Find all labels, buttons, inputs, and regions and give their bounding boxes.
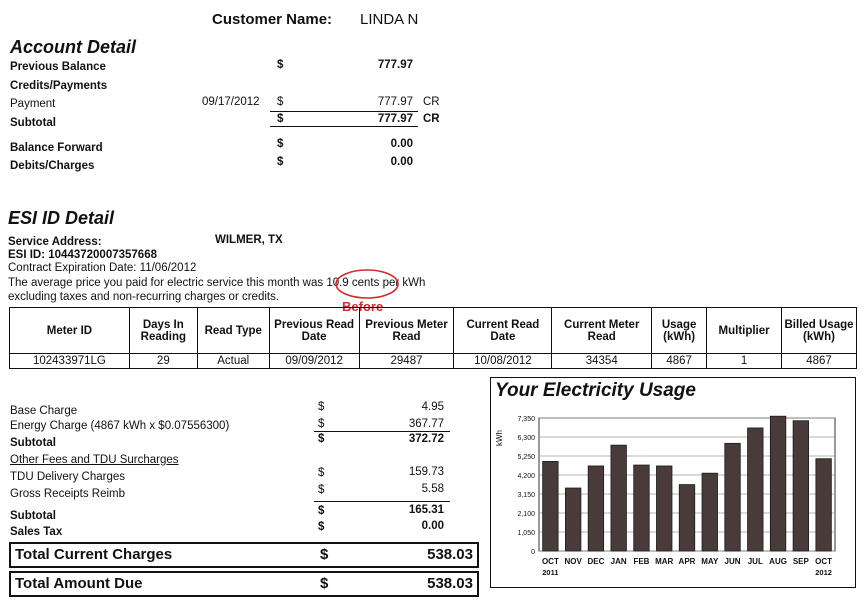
cell-meter-id: 102433971LG bbox=[10, 354, 130, 369]
previous-balance-label: Previous Balance bbox=[10, 61, 106, 73]
x-tick-label: OCT bbox=[541, 557, 559, 566]
cell-billed-usage: 4867 bbox=[782, 354, 857, 369]
average-price-line-2: excluding taxes and non-recurring charges or credits. bbox=[8, 291, 280, 303]
account-detail-title: Account Detail bbox=[10, 37, 137, 57]
base-charge-label: Base Charge bbox=[10, 405, 78, 417]
x-tick-label: MAY bbox=[701, 557, 719, 566]
sales-tax-dollar: $ bbox=[318, 521, 325, 533]
meter-data-row bbox=[10, 354, 857, 369]
average-price-text-pre: The average price you paid for electric service this month was bbox=[8, 277, 327, 289]
header-billed-usage: Billed Usage (kWh) bbox=[782, 308, 857, 354]
cell-read-type: Actual bbox=[197, 354, 269, 369]
cell-current-read-date: 10/08/2012 bbox=[454, 354, 552, 369]
cell-days-in-reading: 29 bbox=[129, 354, 197, 369]
total-amount-due-label: Total Amount Due bbox=[15, 575, 143, 592]
tdu-delivery-label: TDU Delivery Charges bbox=[10, 471, 126, 483]
usage-bar bbox=[748, 428, 763, 551]
usage-bar bbox=[702, 473, 717, 551]
total-amount-due-box bbox=[9, 571, 479, 597]
sales-tax-amount: 0.00 bbox=[421, 520, 444, 532]
meter-table bbox=[9, 307, 857, 369]
customer-name-label: Customer Name: bbox=[212, 11, 333, 28]
debits-charges-label: Debits/Charges bbox=[10, 160, 95, 172]
cell-previous-meter-read: 29487 bbox=[359, 354, 454, 369]
year-start-label: 2011 bbox=[542, 568, 559, 577]
x-tick-label: JUN bbox=[724, 557, 741, 566]
balance-forward-label: Balance Forward bbox=[10, 142, 103, 154]
header-usage: Usage (kWh) bbox=[652, 308, 707, 354]
service-address-label: Service Address: bbox=[8, 236, 102, 248]
cell-previous-read-date: 09/09/2012 bbox=[269, 354, 359, 369]
x-tick-label: JAN bbox=[610, 557, 627, 566]
usage-bar bbox=[656, 466, 671, 551]
usage-bar bbox=[816, 459, 831, 551]
y-tick-label: 6,300 bbox=[517, 435, 535, 442]
x-tick-label: OCT bbox=[815, 557, 833, 566]
x-tick-label: FEB bbox=[633, 557, 650, 566]
esi-id: ESI ID: 10443720007357668 bbox=[8, 249, 157, 261]
usage-bar bbox=[611, 445, 626, 551]
charges-subtotal-rule bbox=[314, 431, 450, 432]
tdu-delivery-amount: 159.73 bbox=[408, 466, 444, 478]
subtotal-rule-top bbox=[270, 111, 418, 112]
gross-receipts-amount: 5.58 bbox=[421, 483, 444, 495]
before-annotation: Before bbox=[342, 299, 384, 314]
header-previous-meter-read: Previous Meter Read bbox=[359, 308, 454, 354]
usage-bar bbox=[634, 465, 649, 551]
payment-label: Payment bbox=[10, 98, 56, 110]
charges-subtotal-dollar: $ bbox=[318, 433, 325, 445]
charges-subtotal-label: Subtotal bbox=[10, 437, 56, 449]
total-current-charges-dollar: $ bbox=[320, 546, 329, 563]
energy-charge-label: Energy Charge (4867 kWh x $0.07556300) bbox=[10, 420, 230, 432]
base-charge-dollar: $ bbox=[318, 401, 325, 413]
average-price-value: 10.9 cents bbox=[326, 277, 380, 289]
total-current-charges-amount: 538.03 bbox=[427, 546, 473, 563]
usage-bar bbox=[770, 416, 785, 551]
payment-dollar: $ bbox=[277, 96, 284, 108]
payment-cr: CR bbox=[423, 96, 440, 108]
base-charge-amount: 4.95 bbox=[421, 401, 444, 413]
usage-bar bbox=[725, 443, 740, 551]
energy-charge-dollar: $ bbox=[318, 418, 325, 430]
electricity-usage-chart bbox=[490, 377, 856, 588]
y-tick-label: 3,150 bbox=[517, 492, 535, 499]
x-tick-label: AUG bbox=[769, 557, 787, 566]
charges-subtotal-amount: 372.72 bbox=[408, 433, 444, 445]
y-tick-label: 2,100 bbox=[517, 511, 535, 518]
y-tick-label: 0 bbox=[531, 549, 535, 556]
header-multiplier: Multiplier bbox=[707, 308, 782, 354]
cell-current-meter-read: 34354 bbox=[552, 354, 652, 369]
x-tick-label: MAR bbox=[655, 557, 674, 566]
previous-balance-amount: 777.97 bbox=[377, 59, 413, 71]
total-current-charges-box bbox=[9, 542, 479, 568]
usage-bar bbox=[565, 488, 580, 551]
header-current-read-date: Current Read Date bbox=[454, 308, 552, 354]
x-tick-label: NOV bbox=[564, 557, 582, 566]
other-fees-heading: Other Fees and TDU Surcharges bbox=[10, 454, 179, 466]
subtotal-rule-bottom bbox=[270, 126, 418, 127]
usage-bar bbox=[793, 421, 808, 551]
y-tick-label: 7,350 bbox=[517, 416, 535, 423]
usage-chart-svg bbox=[491, 378, 855, 587]
esi-detail-title: ESI ID Detail bbox=[8, 208, 115, 228]
cell-usage: 4867 bbox=[652, 354, 707, 369]
fees-subtotal-amount: 165.31 bbox=[408, 504, 444, 516]
header-days-in-reading: Days In Reading bbox=[129, 308, 197, 354]
header-previous-read-date: Previous Read Date bbox=[269, 308, 359, 354]
fees-subtotal-rule bbox=[314, 501, 450, 502]
contract-expiration: Contract Expiration Date: 11/06/2012 bbox=[8, 262, 197, 274]
y-tick-label: 5,250 bbox=[517, 454, 535, 461]
account-subtotal-label: Subtotal bbox=[10, 117, 56, 129]
total-current-charges-label: Total Current Charges bbox=[15, 546, 173, 563]
balance-forward-amount: 0.00 bbox=[390, 138, 413, 150]
payment-amount: 777.97 bbox=[377, 96, 413, 108]
average-price-text-post: per kWh bbox=[379, 277, 426, 289]
fees-subtotal-label: Subtotal bbox=[10, 510, 56, 522]
previous-balance-dollar: $ bbox=[277, 59, 284, 71]
x-tick-label: DEC bbox=[587, 557, 605, 566]
cell-multiplier: 1 bbox=[707, 354, 782, 369]
gross-receipts-dollar: $ bbox=[318, 484, 325, 496]
account-subtotal-amount: 777.97 bbox=[377, 113, 413, 125]
service-address-value: WILMER, TX bbox=[215, 234, 283, 246]
header-current-meter-read: Current Meter Read bbox=[552, 308, 652, 354]
fees-subtotal-dollar: $ bbox=[318, 505, 325, 517]
usage-bar bbox=[588, 466, 603, 551]
balance-forward-dollar: $ bbox=[277, 138, 284, 150]
total-amount-due-amount: 538.03 bbox=[427, 575, 473, 592]
y-tick-label: 1,050 bbox=[517, 530, 535, 537]
tdu-delivery-dollar: $ bbox=[318, 467, 325, 479]
header-meter-id: Meter ID bbox=[10, 308, 130, 354]
red-circle-annotation bbox=[334, 268, 404, 302]
energy-charge-amount: 367.77 bbox=[408, 418, 444, 430]
y-tick-label: 4,200 bbox=[517, 473, 535, 480]
header-read-type: Read Type bbox=[197, 308, 269, 354]
account-subtotal-dollar: $ bbox=[277, 113, 284, 125]
x-tick-label: SEP bbox=[792, 557, 809, 566]
usage-bar bbox=[679, 485, 694, 551]
meter-header-row bbox=[10, 308, 857, 354]
x-tick-label: JUL bbox=[747, 557, 763, 566]
sales-tax-label: Sales Tax bbox=[10, 526, 63, 538]
x-tick-label: APR bbox=[678, 557, 696, 566]
chart-title: Your Electricity Usage bbox=[495, 380, 696, 401]
gross-receipts-label: Gross Receipts Reimb bbox=[10, 488, 126, 500]
payment-date: 09/17/2012 bbox=[202, 96, 260, 108]
total-amount-due-dollar: $ bbox=[320, 575, 329, 592]
credits-payments-label: Credits/Payments bbox=[10, 80, 108, 92]
debits-charges-amount: 0.00 bbox=[390, 156, 413, 168]
debits-charges-dollar: $ bbox=[277, 156, 284, 168]
year-end-label: 2012 bbox=[815, 568, 832, 577]
usage-bar bbox=[543, 461, 558, 551]
y-axis-label: kWh bbox=[495, 430, 504, 446]
customer-name-value: LINDA N bbox=[360, 11, 419, 28]
account-subtotal-cr: CR bbox=[423, 113, 440, 125]
